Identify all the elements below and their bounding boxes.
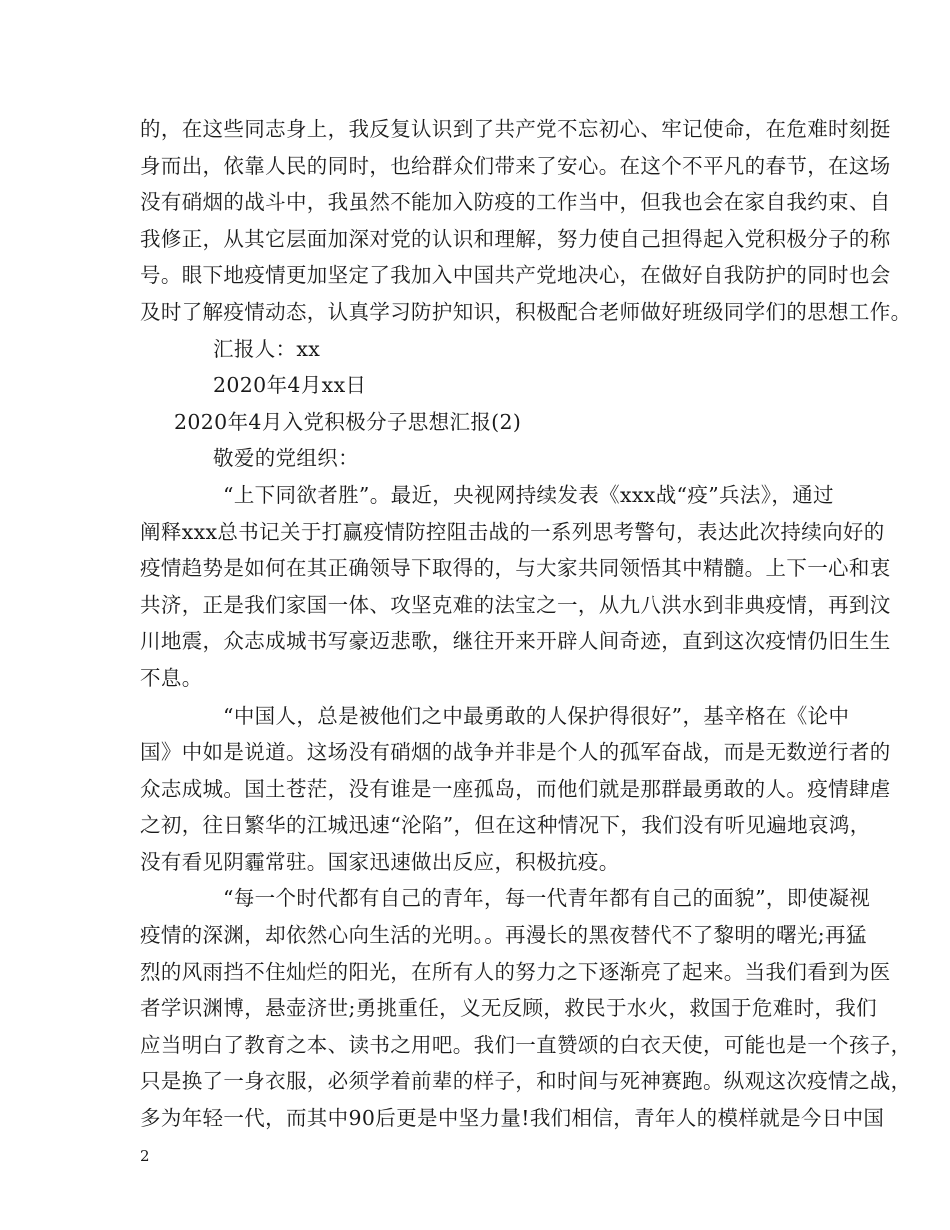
text-line: 号。眼下地疫情更加坚定了我加入中国共产党地决心，在做好自我防护的同时也会	[140, 263, 891, 288]
text-line: 的，在这些同志身上，我反复认识到了共产党不忘初心、牢记使命，在危难时刻挺	[140, 117, 891, 141]
text-line: “中国人，总是被他们之中最勇敢的人保护得很好”，基辛格在《论中	[223, 703, 850, 728]
text-line: 多为年轻一代，而其中90后更是中坚力量!我们相信，青年人的模样就是今日中国	[140, 1106, 885, 1131]
text-line: 共济，正是我们家国一体、攻坚克难的法宝之一，从九八洪水到非典疫情，再到汶	[140, 592, 891, 617]
text-line: 者学识渊博，悬壶济世;勇挑重任，义无反顾，救民于水火，救国于危难时，我们	[140, 996, 878, 1021]
text-line: 我修正，从其它层面加深对党的认识和理解，努力使自己担得起入党积极分子的称	[140, 226, 891, 251]
document-body	[140, 111, 912, 1137]
text-line: 疫情趋势是如何在其正确领导下取得的，与大家共同领悟其中精髓。上下一心和衷	[140, 556, 891, 581]
salutation: 敬爱的党组织：	[213, 446, 359, 471]
text-line: 川地震，众志成城书写豪迈悲歌，继往开来开辟人间奇迹，直到这次疫情仍旧生生	[140, 629, 891, 654]
text-line: 之初，往日繁华的江城迅速“沦陷”，但在这种情况下，我们没有听见遍地哀鸿，	[140, 813, 871, 838]
section-title: 2020年4月入党积极分子思想汇报(2)	[174, 409, 522, 434]
text-line: 应当明白了教育之本、读书之用吧。我们一直赞颂的白衣天使，可能也是一个孩子，	[140, 1032, 912, 1057]
text-line: 及时了解疫情动态，认真学习防护知识，积极配合老师做好班级同学们的思想工作。	[140, 299, 912, 324]
text-line: “每一个时代都有自己的青年，每一代青年都有自己的面貌”，即使凝视	[223, 886, 871, 911]
page-number: 2	[140, 1147, 150, 1165]
text-line: 国》中如是说道。这场没有硝烟的战争并非是个人的孤军奋战，而是无数逆行者的	[140, 740, 891, 765]
date-line: 2020年4月xx日	[213, 373, 367, 398]
text-line: 不息。	[140, 665, 203, 690]
reporter-line: 汇报人：xx	[213, 336, 321, 361]
text-line: 烈的风雨挡不住灿烂的阳光，在所有人的努力之下逐渐亮了起来。当我们看到为医	[140, 959, 891, 984]
text-line: 疫情的深渊，却依然心向生活的光明。。再漫长的黑夜替代不了黎明的曙光;再猛	[140, 923, 867, 948]
text-line: “上下同欲者胜”。最近，央视网持续发表《xxx战“疫”兵法》，通过	[223, 482, 834, 507]
text-line: 没有看见阴霾常驻。国家迅速做出反应，积极抗疫。	[140, 849, 620, 874]
text-line: 只是换了一身衣服，必须学着前辈的样子，和时间与死神赛跑。纵观这次疫情之战，	[140, 1069, 912, 1094]
text-line: 身而出，依靠人民的同时，也给群众们带来了安心。在这个不平凡的春节，在这场	[140, 153, 891, 178]
text-line: 没有硝烟的战斗中，我虽然不能加入防疫的工作当中，但我也会在家自我约束、自	[140, 190, 891, 215]
text-line: 阐释xxx总书记关于打赢疫情防控阻击战的一系列思考警句，表达此次持续向好的	[140, 519, 885, 544]
text-line: 众志成城。国土苍茫，没有谁是一座孤岛，而他们就是那群最勇敢的人。疫情肆虐	[140, 776, 891, 801]
